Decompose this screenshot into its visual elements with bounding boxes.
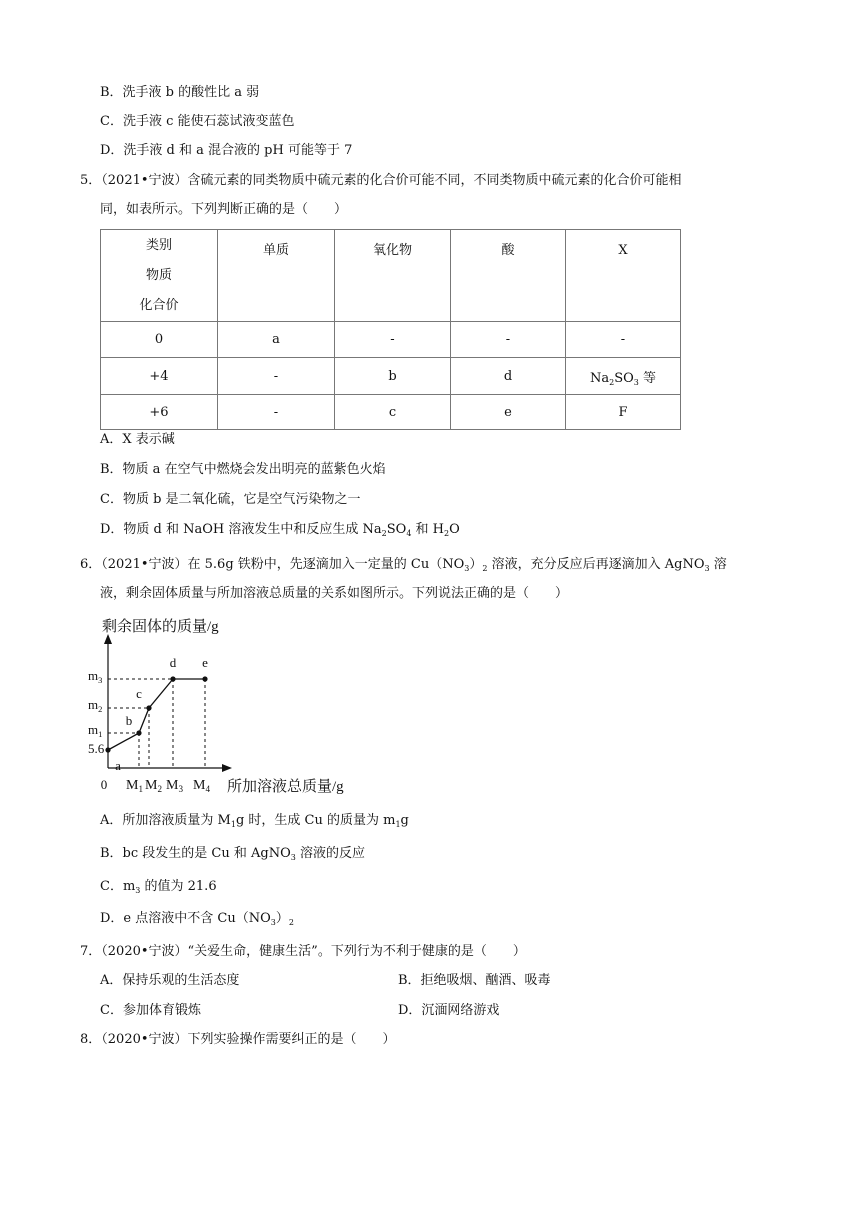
text-part: 溶液，充分反应后再逐滴加入 AgNO [487,557,705,572]
q7-option-c: C．参加体育锻炼 [100,1003,201,1018]
q5-option-a: A．X 表示碱 [100,432,175,447]
formula-subscript: 3 [464,564,470,573]
table-cell-formula [566,358,681,395]
x-tick-label-sub: 4 [205,784,210,794]
series-line [108,679,205,750]
formula-subscript: 1 [230,820,236,829]
q6-option-c [100,878,217,896]
formula-subscript: 3 [633,377,639,387]
table-row [101,358,681,395]
formula-part: Na [589,370,610,386]
formula-part: SO [614,370,634,386]
corner-label-valence: 化合价 [139,297,179,313]
x-axis-title: 所加溶液总质量/g [227,779,344,795]
text-part: 溶液的反应 [295,846,365,861]
formula-subscript: 2 [288,918,294,927]
text-part: ） [275,911,289,926]
data-point-label-d: d [169,655,177,670]
x-tick-label-main: M [126,778,139,793]
y-axis-arrow [104,634,112,644]
text-part: ） [469,557,483,572]
q5-option-b: B．物质 a 在空气中燃烧会发出明亮的蓝紫色火焰 [100,462,386,477]
y-tick-label [88,722,102,739]
table-corner-cell [101,230,218,322]
q6-stem-line1 [80,556,727,574]
table-cell: F [566,395,681,430]
q5-option-c: C．物质 b 是二氧化硫，它是空气污染物之一 [100,492,361,507]
x-tick-label [166,778,183,794]
x-tick-label-sub: 3 [178,784,183,794]
text-part: O [449,522,460,537]
text-part: D．e 点溶液中不含 Cu（NO [100,911,271,926]
table-cell-valence: +4 [101,358,218,395]
table-cell-valence: +6 [101,395,218,430]
q8-stem: 8．（2020•宁波）下列实验操作需要纠正的是（ ） [80,1032,396,1047]
formula-subscript: 4 [406,529,412,538]
text-part: 溶 [709,557,727,572]
formula-subscript: 3 [290,853,296,862]
y-tick-label-main: 5.6 [88,741,105,756]
mass-chart-svg [86,618,366,798]
q5-option-d [100,521,460,539]
origin-label: 0 [100,777,108,792]
formula-subscript: 3 [135,886,141,895]
y-tick-label-main: m [88,668,99,683]
table-cell-valence: 0 [101,322,218,358]
q6-option-d [100,910,294,928]
text-part: g 时，生成 Cu 的质量为 m [235,813,396,828]
table-cell: - [218,395,335,430]
text-part: SO [386,522,407,537]
table-cell: d [451,358,566,395]
mass-chart [86,618,366,798]
text-part: C．m [100,879,136,894]
table-header-oxide: 氧化物 [335,230,451,322]
corner-label-category: 类别 [145,237,172,253]
table-cell: - [335,322,451,358]
y-tick-label [88,741,105,756]
table-cell: e [451,395,566,430]
text-part: 的值为 21.6 [140,879,217,894]
q7-option-b: B．拒绝吸烟、酗酒、吸毒 [398,973,551,988]
table-row [101,322,681,358]
x-tick-label-sub: 1 [138,784,143,794]
formula-subscript: 1 [395,820,401,829]
data-point-label-e: e [202,655,208,670]
q7-option-d: D．沉湎网络游戏 [398,1003,500,1018]
sulfur-valence-table [100,229,681,430]
data-point-e [202,676,207,681]
table-header-row [101,230,681,322]
x-tick-label-main: M [166,778,179,793]
x-tick-label-sub: 2 [157,784,162,794]
table-cell: a [218,322,335,358]
y-tick-label-sub: 2 [98,704,103,714]
x-tick-label [193,778,210,794]
table-header-elemental: 单质 [218,230,335,322]
q5-stem-line1: 5．（2021•宁波）含硫元素的同类物质中硫元素的化合价可能不同，不同类物质中硫元素的化合价可能相 [80,173,682,188]
y-axis-title: 剩余固体的质量/g [102,619,219,635]
table-cell: b [335,358,451,395]
data-point-label-a: a [115,758,121,773]
text-part: A．所加溶液质量为 M [100,813,231,828]
q4-option-c: C．洗手液 c 能使石蕊试液变蓝色 [100,114,295,129]
x-tick-label-main: M [145,778,158,793]
formula-subscript: 2 [381,529,387,538]
y-tick-label [88,697,102,714]
data-point-label-c: c [136,686,142,701]
text-part: 6．（2021•宁波）在 5.6g 铁粉中，先逐滴加入一定量的 Cu（NO [80,557,465,572]
data-point-b [136,730,141,735]
text-part: D．物质 d 和 NaOH 溶液发生中和反应生成 Na [100,522,382,537]
q4-option-b: B．洗手液 b 的酸性比 a 弱 [100,85,260,100]
formula-subscript: 3 [270,918,276,927]
q6-option-b [100,845,365,863]
data-point-a [105,747,110,752]
table-header-x: X [566,230,681,322]
data-point-c [146,705,151,710]
table-cell: - [451,322,566,358]
x-axis-arrow [222,764,232,772]
q4-option-d: D．洗手液 d 和 a 混合液的 pH 可能等于 7 [100,143,353,158]
q6-option-a [100,812,409,830]
corner-label-substance: 物质 [145,267,172,283]
formula-subscript: 2 [444,529,450,538]
text-part: B．bc 段发生的是 Cu 和 AgNO [100,846,291,861]
x-tick-label [145,778,162,794]
data-point-d [170,676,175,681]
formula-subscript: 2 [482,564,488,573]
table-header-acid: 酸 [451,230,566,322]
x-tick-label-main: M [193,778,206,793]
text-part: 和 H [411,522,445,537]
formula-subscript: 2 [609,377,615,387]
table-row [101,395,681,430]
formula-subscript: 3 [704,564,710,573]
x-tick-label [126,778,143,794]
q7-stem: 7．（2020•宁波）“关爱生命，健康生活”。下列行为不利于健康的是（ ） [80,944,526,959]
y-tick-label [88,668,102,685]
table-cell: - [566,322,681,358]
table-cell: c [335,395,451,430]
y-tick-label-main: m [88,722,99,737]
text-part: g [400,813,409,828]
formula-part: 等 [638,370,657,386]
q7-option-a: A．保持乐观的生活态度 [100,973,240,988]
y-tick-label-sub: 1 [98,729,103,739]
table-cell: - [218,358,335,395]
y-tick-label-sub: 3 [98,675,103,685]
q6-stem-line2: 液，剩余固体质量与所加溶液总质量的关系如图所示。下列说法正确的是（ ） [100,586,569,601]
data-point-label-b: b [125,713,133,728]
q5-stem-line2: 同，如表所示。下列判断正确的是（ ） [100,202,348,217]
y-tick-label-main: m [88,697,99,712]
